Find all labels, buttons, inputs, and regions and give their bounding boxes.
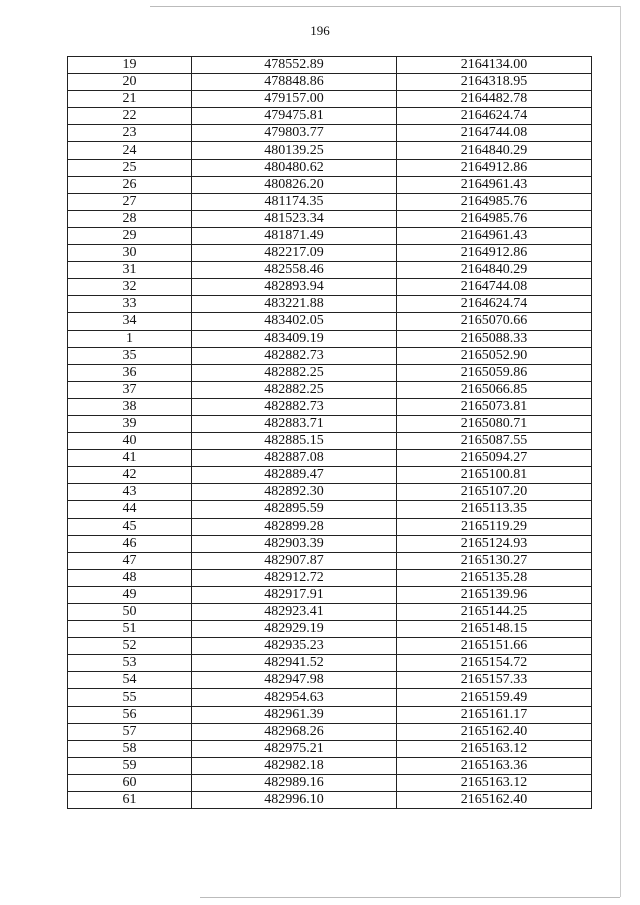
x-coordinate-cell: 482917.91 [192, 586, 397, 603]
point-number-cell: 25 [68, 159, 192, 176]
x-coordinate-cell: 482903.39 [192, 535, 397, 552]
point-number-cell: 61 [68, 792, 192, 809]
point-number-cell: 40 [68, 433, 192, 450]
y-coordinate-cell: 2164961.43 [397, 227, 592, 244]
x-coordinate-cell: 479475.81 [192, 108, 397, 125]
table-row [68, 57, 592, 74]
x-coordinate-cell: 482968.26 [192, 723, 397, 740]
y-coordinate-cell: 2165073.81 [397, 398, 592, 415]
point-number-cell: 60 [68, 774, 192, 791]
table-row [68, 415, 592, 432]
point-number-cell: 36 [68, 364, 192, 381]
point-number-cell: 52 [68, 638, 192, 655]
point-number-cell: 20 [68, 74, 192, 91]
x-coordinate-cell: 482982.18 [192, 757, 397, 774]
y-coordinate-cell: 2165107.20 [397, 484, 592, 501]
table-row [68, 604, 592, 621]
y-coordinate-cell: 2165087.55 [397, 433, 592, 450]
y-coordinate-cell: 2165094.27 [397, 450, 592, 467]
y-coordinate-cell: 2164912.86 [397, 159, 592, 176]
table-row [68, 569, 592, 586]
coordinates-table [67, 56, 592, 809]
x-coordinate-cell: 482889.47 [192, 467, 397, 484]
y-coordinate-cell: 2165124.93 [397, 535, 592, 552]
table-row [68, 621, 592, 638]
x-coordinate-cell: 482961.39 [192, 706, 397, 723]
point-number-cell: 48 [68, 569, 192, 586]
table-row [68, 347, 592, 364]
x-coordinate-cell: 482975.21 [192, 740, 397, 757]
x-coordinate-cell: 482887.08 [192, 450, 397, 467]
point-number-cell: 21 [68, 91, 192, 108]
x-coordinate-cell: 479803.77 [192, 125, 397, 142]
x-coordinate-cell: 482996.10 [192, 792, 397, 809]
x-coordinate-cell: 481523.34 [192, 210, 397, 227]
x-coordinate-cell: 482885.15 [192, 433, 397, 450]
point-number-cell: 35 [68, 347, 192, 364]
y-coordinate-cell: 2164482.78 [397, 91, 592, 108]
table-row [68, 279, 592, 296]
x-coordinate-cell: 482923.41 [192, 604, 397, 621]
table-row [68, 484, 592, 501]
x-coordinate-cell: 482895.59 [192, 501, 397, 518]
point-number-cell: 43 [68, 484, 192, 501]
x-coordinate-cell: 482899.28 [192, 518, 397, 535]
y-coordinate-cell: 2165144.25 [397, 604, 592, 621]
x-coordinate-cell: 482882.73 [192, 347, 397, 364]
point-number-cell: 19 [68, 57, 192, 74]
table-row [68, 398, 592, 415]
y-coordinate-cell: 2165119.29 [397, 518, 592, 535]
table-row [68, 467, 592, 484]
y-coordinate-cell: 2164624.74 [397, 108, 592, 125]
y-coordinate-cell: 2165154.72 [397, 655, 592, 672]
x-coordinate-cell: 482882.73 [192, 398, 397, 415]
table-row [68, 792, 592, 809]
x-coordinate-cell: 482941.52 [192, 655, 397, 672]
x-coordinate-cell: 481871.49 [192, 227, 397, 244]
x-coordinate-cell: 481174.35 [192, 193, 397, 210]
table-row [68, 655, 592, 672]
x-coordinate-cell: 482882.25 [192, 381, 397, 398]
point-number-cell: 59 [68, 757, 192, 774]
point-number-cell: 55 [68, 689, 192, 706]
y-coordinate-cell: 2164912.86 [397, 245, 592, 262]
x-coordinate-cell: 482929.19 [192, 621, 397, 638]
y-coordinate-cell: 2165100.81 [397, 467, 592, 484]
table-row [68, 330, 592, 347]
x-coordinate-cell: 482892.30 [192, 484, 397, 501]
point-number-cell: 53 [68, 655, 192, 672]
y-coordinate-cell: 2165088.33 [397, 330, 592, 347]
y-coordinate-cell: 2164134.00 [397, 57, 592, 74]
y-coordinate-cell: 2164985.76 [397, 193, 592, 210]
point-number-cell: 51 [68, 621, 192, 638]
point-number-cell: 34 [68, 313, 192, 330]
table-row [68, 210, 592, 227]
point-number-cell: 46 [68, 535, 192, 552]
table-row [68, 450, 592, 467]
x-coordinate-cell: 480480.62 [192, 159, 397, 176]
x-coordinate-cell: 479157.00 [192, 91, 397, 108]
x-coordinate-cell: 482882.25 [192, 364, 397, 381]
point-number-cell: 44 [68, 501, 192, 518]
table-row [68, 296, 592, 313]
y-coordinate-cell: 2165162.40 [397, 792, 592, 809]
y-coordinate-cell: 2164624.74 [397, 296, 592, 313]
point-number-cell: 37 [68, 381, 192, 398]
table-row [68, 757, 592, 774]
y-coordinate-cell: 2164840.29 [397, 142, 592, 159]
table-row [68, 552, 592, 569]
table-row [68, 159, 592, 176]
table-row [68, 381, 592, 398]
y-coordinate-cell: 2165135.28 [397, 569, 592, 586]
table-row [68, 689, 592, 706]
point-number-cell: 50 [68, 604, 192, 621]
y-coordinate-cell: 2165070.66 [397, 313, 592, 330]
point-number-cell: 33 [68, 296, 192, 313]
point-number-cell: 49 [68, 586, 192, 603]
point-number-cell: 45 [68, 518, 192, 535]
point-number-cell: 58 [68, 740, 192, 757]
table-row [68, 774, 592, 791]
y-coordinate-cell: 2165162.40 [397, 723, 592, 740]
point-number-cell: 24 [68, 142, 192, 159]
y-coordinate-cell: 2165157.33 [397, 672, 592, 689]
table-row [68, 586, 592, 603]
table-row [68, 74, 592, 91]
point-number-cell: 31 [68, 262, 192, 279]
table-row [68, 706, 592, 723]
y-coordinate-cell: 2165163.12 [397, 774, 592, 791]
coordinates-table-body [68, 57, 592, 809]
table-row [68, 723, 592, 740]
y-coordinate-cell: 2164840.29 [397, 262, 592, 279]
x-coordinate-cell: 482935.23 [192, 638, 397, 655]
point-number-cell: 38 [68, 398, 192, 415]
x-coordinate-cell: 480139.25 [192, 142, 397, 159]
scan-edge-right [620, 6, 621, 897]
table-row [68, 501, 592, 518]
table-row [68, 91, 592, 108]
x-coordinate-cell: 482883.71 [192, 415, 397, 432]
table-row [68, 638, 592, 655]
table-row [68, 672, 592, 689]
y-coordinate-cell: 2165139.96 [397, 586, 592, 603]
point-number-cell: 39 [68, 415, 192, 432]
point-number-cell: 32 [68, 279, 192, 296]
y-coordinate-cell: 2165052.90 [397, 347, 592, 364]
table-row [68, 518, 592, 535]
point-number-cell: 56 [68, 706, 192, 723]
x-coordinate-cell: 482912.72 [192, 569, 397, 586]
point-number-cell: 28 [68, 210, 192, 227]
table-row [68, 193, 592, 210]
y-coordinate-cell: 2165163.36 [397, 757, 592, 774]
table-row [68, 108, 592, 125]
y-coordinate-cell: 2165163.12 [397, 740, 592, 757]
y-coordinate-cell: 2164318.95 [397, 74, 592, 91]
point-number-cell: 57 [68, 723, 192, 740]
point-number-cell: 29 [68, 227, 192, 244]
point-number-cell: 23 [68, 125, 192, 142]
x-coordinate-cell: 482558.46 [192, 262, 397, 279]
table-row [68, 535, 592, 552]
y-coordinate-cell: 2165161.17 [397, 706, 592, 723]
x-coordinate-cell: 482907.87 [192, 552, 397, 569]
x-coordinate-cell: 483409.19 [192, 330, 397, 347]
y-coordinate-cell: 2165066.85 [397, 381, 592, 398]
point-number-cell: 30 [68, 245, 192, 262]
page-number: 196 [310, 23, 330, 38]
x-coordinate-cell: 483402.05 [192, 313, 397, 330]
point-number-cell: 47 [68, 552, 192, 569]
y-coordinate-cell: 2165080.71 [397, 415, 592, 432]
x-coordinate-cell: 478848.86 [192, 74, 397, 91]
table-row [68, 433, 592, 450]
y-coordinate-cell: 2164985.76 [397, 210, 592, 227]
x-coordinate-cell: 482954.63 [192, 689, 397, 706]
y-coordinate-cell: 2164744.08 [397, 125, 592, 142]
point-number-cell: 26 [68, 176, 192, 193]
x-coordinate-cell: 480826.20 [192, 176, 397, 193]
table-row [68, 176, 592, 193]
table-row [68, 262, 592, 279]
x-coordinate-cell: 482217.09 [192, 245, 397, 262]
point-number-cell: 22 [68, 108, 192, 125]
point-number-cell: 1 [68, 330, 192, 347]
x-coordinate-cell: 482947.98 [192, 672, 397, 689]
scan-edge-top [150, 6, 620, 7]
table-row [68, 740, 592, 757]
table-row [68, 142, 592, 159]
table-row [68, 245, 592, 262]
y-coordinate-cell: 2164961.43 [397, 176, 592, 193]
y-coordinate-cell: 2165130.27 [397, 552, 592, 569]
y-coordinate-cell: 2164744.08 [397, 279, 592, 296]
scan-edge-bottom [200, 897, 620, 898]
point-number-cell: 41 [68, 450, 192, 467]
x-coordinate-cell: 483221.88 [192, 296, 397, 313]
y-coordinate-cell: 2165159.49 [397, 689, 592, 706]
table-row [68, 313, 592, 330]
point-number-cell: 42 [68, 467, 192, 484]
point-number-cell: 54 [68, 672, 192, 689]
y-coordinate-cell: 2165151.66 [397, 638, 592, 655]
y-coordinate-cell: 2165059.86 [397, 364, 592, 381]
y-coordinate-cell: 2165113.35 [397, 501, 592, 518]
x-coordinate-cell: 478552.89 [192, 57, 397, 74]
y-coordinate-cell: 2165148.15 [397, 621, 592, 638]
x-coordinate-cell: 482893.94 [192, 279, 397, 296]
point-number-cell: 27 [68, 193, 192, 210]
table-row [68, 364, 592, 381]
table-row [68, 125, 592, 142]
x-coordinate-cell: 482989.16 [192, 774, 397, 791]
table-row [68, 227, 592, 244]
